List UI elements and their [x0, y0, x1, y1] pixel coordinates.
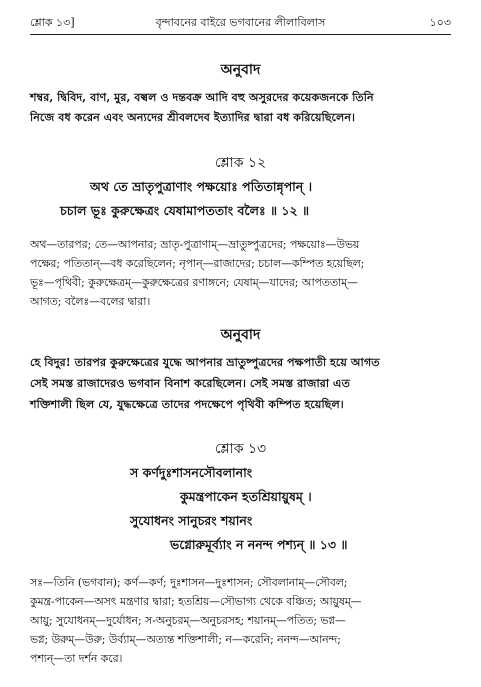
page-number: ১০৩: [429, 16, 451, 29]
verse-line: সুযোধনং সানুচরং শয়ানং: [130, 513, 253, 528]
verse-line: স কর্ণদুঃশাসনসৌবলানাং: [130, 465, 253, 480]
word-meaning-line: সঃ—তিনি (ভগবান); কর্ণ—কর্ণ; দুঃশাসন—দুঃশাসন; সৌবলানাম্—সৌবল;: [30, 576, 348, 589]
verse-line: অথ তে ভ্রাতৃপুত্রাণাং পক্ষয়োঃ পতিতান্নৃপান্ ।: [90, 179, 313, 194]
translation-heading-2: অনুবাদ: [220, 327, 261, 343]
translation-paragraph-2: [30, 353, 451, 415]
word-meaning-line: ভূঃ—পৃথিবী; কুরুক্ষেত্রম্—কুরুক্ষেত্রের রণাঙ্গনে; যেষাম্—যাদের; আপততাম্—: [30, 276, 358, 289]
word-meanings-12: [30, 236, 451, 312]
verse-line: কুমন্ত্রপাকেন হতশ্রিয়ায়ুষম্ ।: [180, 489, 312, 504]
verse-line: ভগ্নোরুমূর্ব্যাং ন ননন্দ পশ্যন্ ॥ ১৩ ॥: [170, 537, 348, 552]
word-meaning-line: পক্ষের; পতিতান্—বধ করেছিলেন; নৃপান্—রাজাদের; চচাল—কম্পিত হয়েছিল;: [30, 257, 365, 270]
word-meanings-13: [30, 574, 451, 670]
translation-line: শম্বর, দ্বিবিদ, বাণ, মুর, বল্বল ও দন্তবক্র আদি বহু অসুরদের কয়েকজনকে তিনি: [30, 90, 374, 104]
verse-heading-13: শ্লোক ১৩: [214, 441, 267, 457]
header-rule: [30, 34, 451, 35]
running-header: [30, 14, 451, 32]
translation-line: নিজে বধ করেন এবং অন্যদের শ্রীবলদেব ইত্যাদির দ্বারা বধ করিয়েছিলেন।: [30, 110, 356, 124]
translation-line: হে বিদুর! তারপর কুরুক্ষেত্রের যুদ্ধে আপনার ভ্রাতুষ্পুত্রদের পক্ষপাতী হয়ে আগত: [30, 355, 380, 369]
verse-heading-12: শ্লোক ১২: [214, 155, 267, 171]
header-chapter-title: বৃন্দাবনের বাইরে ভগবানের লীলাবিলাস: [155, 16, 326, 29]
translation-heading-1: অনুবাদ: [220, 62, 261, 78]
verse-text-13: [30, 462, 451, 558]
header-verse-ref: শ্লোক ১৩]: [30, 16, 75, 29]
translation-line: শক্তিশালী ছিল যে, যুদ্ধক্ষেত্রে তাদের পদক্ষেপে পৃথিবী কম্পিত হয়েছিল।: [30, 397, 344, 411]
word-meaning-line: অথ—তারপর; তে—আপনার; ভ্রাতৃ-পুত্রাণাম্—ভ্রাতুষ্পুত্রদের; পক্ষয়োঃ—উভয়: [30, 238, 360, 251]
translation-line: সেই সমস্ত রাজাদেরও ভগবান বিনাশ করেছিলেন। সেই সমস্ত রাজারা এত: [30, 376, 350, 390]
word-meaning-line: পশ্যন্—তা দর্শন করে।: [30, 652, 123, 665]
verse-line: চচাল ভূঃ কুরুক্ষেত্রং যেষামাপততাং বলৈঃ ॥ ১২ ॥: [60, 203, 310, 218]
word-meaning-line: কুমন্ত্র-পাকেন—অসৎ মন্ত্রণার দ্বারা; হতশ্রিয়—সৌভাগ্য থেকে বঞ্চিত; আয়ুষম্—: [30, 595, 362, 608]
verse-text-12: [30, 176, 451, 222]
word-meaning-line: আয়ু; সুযোধনম্—দুর্যোধন; স-অনুচরম্—অনুচরসহ; শয়ানম্—পতিত; ভগ্ন—: [30, 614, 346, 627]
translation-paragraph-1: [30, 88, 451, 128]
word-meaning-line: ভগ্ন; উরুম্—উরু; উর্ব্যাম্—অত্যন্ত শক্তিশালী; ন—করেনি; ননন্দ—আনন্দ;: [30, 633, 341, 646]
word-meaning-line: আগত; বলৈঃ—বলের দ্বারা।: [30, 295, 151, 308]
